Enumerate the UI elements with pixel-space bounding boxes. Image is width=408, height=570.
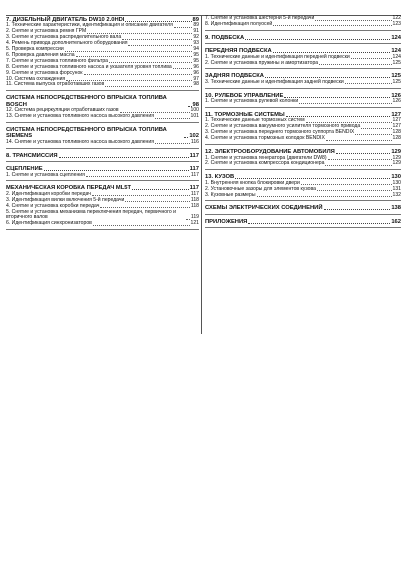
toc-heading-page: 102 — [189, 133, 199, 140]
toc-heading-page: 127 — [391, 112, 401, 119]
toc-entry-title: 5. Проверка компрессии — [6, 46, 64, 53]
toc-entry[interactable] — [205, 22, 401, 28]
toc-section — [205, 174, 401, 201]
dot-leader — [44, 170, 189, 171]
toc-heading[interactable] — [205, 205, 401, 211]
toc-section — [205, 16, 401, 31]
toc-entry-page: 97 — [193, 75, 199, 82]
toc-entry[interactable] — [6, 173, 199, 179]
toc-heading-page: 117 — [189, 152, 199, 159]
dot-leader — [336, 153, 390, 154]
toc-heading-title: 13. КУЗОВ — [205, 174, 235, 181]
toc-entry-page: 127 — [392, 117, 401, 124]
toc-entry-page: 94 — [193, 46, 199, 53]
dot-leader — [245, 39, 390, 40]
toc-entry-page: 128 — [392, 129, 401, 136]
toc-entry-title: 1. Технические характеристики, идентификация и описание двигателя — [6, 22, 173, 29]
toc-entry-title: 2. Снятие и установка вакуумного усилителя тормозного привода — [205, 123, 361, 130]
dot-leader — [273, 25, 391, 26]
toc-heading-title: ПРИЛОЖЕНИЯ — [205, 218, 248, 225]
toc-heading-title: 7. ДИЗЕЛЬНЫЙ ДВИГАТЕЛЬ DW10 2.0HDI — [6, 17, 125, 23]
toc-heading[interactable] — [6, 127, 199, 140]
toc-entry[interactable] — [6, 140, 199, 146]
toc-heading-title: 10. РУЛЕВОЕ УПРАВЛЕНИЕ — [205, 92, 284, 99]
toc-entry-title: 12. Система рециркуляции отработавших газов — [6, 107, 119, 114]
toc-heading[interactable] — [205, 219, 401, 225]
toc-heading-page: 162 — [391, 218, 401, 225]
toc-section — [205, 149, 401, 170]
toc-entry-title: 1. Снятие и установка сцепления — [6, 171, 85, 178]
toc-entry[interactable] — [205, 136, 401, 142]
toc-section — [205, 219, 401, 228]
toc-heading-title: МЕХАНИЧЕСКАЯ КОРОБКА ПЕРЕДАЧ ML5T — [6, 185, 132, 192]
toc-heading-page: 125 — [391, 73, 401, 80]
dot-leader — [128, 45, 192, 46]
toc-entry-page: 118 — [190, 196, 199, 203]
toc-entry-page: 116 — [190, 138, 199, 145]
toc-entry-title: 3. Кузовные размеры — [205, 191, 256, 198]
dot-leader — [125, 201, 189, 202]
toc-section — [205, 73, 401, 88]
toc-heading-title: СИСТЕМА НЕПОСРЕДСТВЕННОГО ВПРЫСКА ТОПЛИВА SIEMENS — [6, 127, 167, 140]
toc-heading-page: 126 — [391, 92, 401, 99]
toc-entry-page: 125 — [392, 78, 401, 85]
toc-entry-title: 2. Снятие и установка ремня ГРМ — [6, 28, 87, 35]
toc-heading-page: 117 — [189, 185, 199, 192]
toc-entry-title: 6. Идентификация синхронизаторов — [6, 220, 92, 227]
toc-entry[interactable] — [205, 161, 401, 167]
dot-leader — [84, 74, 193, 75]
toc-entry-page: 101 — [190, 113, 199, 120]
toc-entry-page: 95 — [193, 51, 199, 58]
dot-leader — [132, 189, 189, 190]
toc-entry-title: 13. Снятие и установка топливного насоса высокого давления — [6, 113, 154, 120]
toc-entry-title: 1. Технические данные и идентификация передней подвески — [205, 53, 350, 60]
toc-entry-title: 8. Идентификация полуосей — [205, 20, 273, 27]
toc-heading-title: ПЕРЕДНЯЯ ПОДВЕСКА — [205, 48, 272, 55]
dot-leader — [105, 86, 192, 87]
toc-entry-page: 95 — [193, 57, 199, 64]
toc-section — [205, 48, 401, 69]
toc-section — [205, 35, 401, 44]
dot-leader — [273, 52, 391, 53]
toc-heading-page: 129 — [391, 149, 401, 156]
toc-entry-title: 6. Проверка давления масла — [6, 51, 75, 58]
toc-entry-title: 1. Технические данные тормозных систем — [205, 117, 305, 124]
toc-heading-title: СИСТЕМА НЕПОСРЕДСТВЕННОГО ВПРЫСКА ТОПЛИВА BOSCH — [6, 95, 167, 108]
toc-heading-page: 138 — [391, 205, 401, 212]
toc-entry-title: 5. Снятие и установка механизма переключения передач, первичного и вторичного валов — [6, 208, 176, 221]
toc-heading-title: 8. ТРАНСМИССИЯ — [6, 152, 58, 159]
toc-entry-title: 1. Снятие и установка генератора (двигатели DW8) — [205, 154, 327, 161]
dot-leader — [351, 58, 392, 59]
dot-leader — [59, 157, 189, 158]
toc-heading[interactable] — [6, 153, 199, 159]
toc-entry-title: 2. Снятие и установка пружины и амортизатора — [205, 59, 319, 66]
toc-entry-title: 2. Снятие и установка компрессора кондиционера — [205, 160, 325, 167]
toc-entry-title: 14. Снятие и установка топливного насоса высокого давления — [6, 138, 154, 145]
toc-heading-page: 124 — [391, 48, 401, 55]
toc-heading-page: 124 — [391, 34, 401, 41]
toc-entry-page: 132 — [392, 191, 401, 198]
toc-entry-page: 98 — [193, 81, 199, 88]
toc-entry-page: 131 — [392, 185, 401, 192]
toc-heading[interactable] — [205, 35, 401, 41]
toc-entry-page: 124 — [392, 53, 401, 60]
dot-leader — [361, 128, 391, 129]
toc-left-column — [6, 16, 199, 234]
toc-entry-page: 119 — [190, 214, 199, 221]
toc-entry-title: 3. Снятие и установка переднего тормозного суппорта BENDIX — [205, 129, 355, 136]
dot-leader — [355, 134, 391, 135]
dot-leader — [155, 143, 190, 144]
toc-entry-page: 122 — [392, 15, 401, 21]
toc-section — [6, 166, 199, 181]
toc-entry[interactable] — [6, 221, 199, 227]
toc-heading-title: 11. ТОРМОЗНЫЕ СИСТЕМЫ — [205, 112, 285, 119]
toc-entry-page: 100 — [190, 107, 199, 114]
toc-entry-page: 121 — [190, 220, 199, 227]
toc-entry-page: 128 — [392, 135, 401, 142]
toc-section — [6, 127, 199, 149]
toc-entry-page: 91 — [193, 28, 199, 35]
dot-leader — [299, 103, 391, 104]
dot-leader — [186, 219, 190, 220]
toc-heading-page: 117 — [189, 166, 199, 173]
toc-heading-title: СХЕМЫ ЭЛЕКТРИЧЕСКИХ СОЕДИНЕНИЙ — [205, 205, 323, 212]
toc-entry-page: 96 — [193, 69, 199, 76]
dot-leader — [326, 140, 392, 141]
toc-entry-title: 9. Снятие и установка форсунок — [6, 69, 83, 76]
toc-entry-page: 127 — [392, 123, 401, 130]
toc-entry[interactable] — [6, 82, 199, 88]
dot-leader — [284, 97, 390, 98]
toc-entry-title: 3. Снятие и установка распределительного вала — [6, 34, 122, 41]
dot-leader — [248, 223, 390, 224]
toc-entry-page: 123 — [392, 20, 401, 27]
dot-leader — [174, 27, 192, 28]
toc-section — [205, 112, 401, 145]
toc-entry[interactable] — [205, 99, 401, 105]
toc-entry-title: 11. Система выпуска отработавших газов — [6, 81, 105, 88]
toc-entry-title: 4. Снятие и установка тормозных колодок BENDIX — [205, 135, 325, 142]
toc-entry[interactable] — [205, 193, 401, 199]
toc-entry-title: 7. Снятие и установка топливного фильтра — [6, 57, 108, 64]
toc-section — [6, 95, 199, 123]
toc-entry-title: 2. Установочные зазоры для элементов кузова — [205, 185, 316, 192]
dot-leader — [317, 190, 392, 191]
toc-entry-page: 130 — [392, 179, 401, 186]
toc-entry[interactable] — [205, 80, 401, 86]
toc-entry-title: 4. Ремень привода дополнительного оборудования — [6, 40, 128, 47]
toc-entry-title: 1. Внутренняя кнопка блокировки двери — [205, 179, 300, 186]
toc-right-column — [205, 16, 401, 232]
dot-leader — [235, 178, 390, 179]
toc-entry-page: 117 — [190, 171, 199, 178]
dot-leader — [324, 209, 391, 210]
dot-leader — [173, 68, 193, 69]
toc-entry-page: 118 — [190, 202, 199, 209]
toc-entry-page: 117 — [190, 190, 199, 197]
toc-entry-title: 1. Снятие и установка рулевой колонки — [205, 98, 299, 105]
dot-leader — [86, 176, 190, 177]
toc-entry-page: 125 — [392, 59, 401, 66]
toc-entry[interactable] — [6, 114, 199, 120]
toc-entry-title: 3. Технические данные и идентификация задней подвески — [205, 78, 344, 85]
toc-entry-title: 10. Система охлаждения — [6, 75, 66, 82]
toc-heading-title: ЗАДНЯЯ ПОДВЕСКА — [205, 73, 264, 80]
toc-heading-page: 98 — [192, 101, 199, 108]
toc-heading-page: 130 — [391, 174, 401, 181]
toc-entry-page: 89 — [193, 22, 199, 29]
toc-entry-page: 129 — [392, 160, 401, 167]
toc-entry-title: 7. Снятие и установка шестерни 5-й передачи — [205, 15, 315, 21]
toc-entry-page: 129 — [392, 154, 401, 161]
dot-leader — [325, 165, 391, 166]
toc-entry-title: 2. Идентификация коробки передач — [6, 190, 91, 197]
toc-entry-title: 4. Снятие и установка коробки передач — [6, 202, 100, 209]
toc-section — [6, 153, 199, 162]
toc-section — [6, 17, 199, 91]
dot-leader — [155, 118, 190, 119]
toc-entry-title: 8. Снятие и установка топливного насоса и указателя уровня топлива — [6, 63, 172, 70]
column-divider — [201, 16, 202, 334]
toc-entry-page: 92 — [193, 34, 199, 41]
dot-leader — [328, 159, 392, 160]
toc-section — [205, 93, 401, 108]
dot-leader — [315, 20, 391, 21]
toc-entry[interactable] — [205, 61, 401, 67]
dot-leader — [184, 137, 188, 138]
dot-leader — [93, 225, 190, 226]
dot-leader — [257, 196, 392, 197]
dot-leader — [345, 83, 392, 84]
toc-heading-title: 9. ПОДВЕСКА — [205, 34, 245, 41]
toc-entry-title: 3. Идентификация вилки включения 5-й передачи — [6, 196, 125, 203]
toc-entry-page: 126 — [392, 98, 401, 105]
dot-leader — [65, 51, 193, 52]
toc-section — [6, 185, 199, 230]
dot-leader — [122, 39, 192, 40]
toc-section — [205, 205, 401, 214]
dot-leader — [319, 64, 391, 65]
toc-entry-page: 96 — [193, 63, 199, 70]
toc-entry-page: 93 — [193, 40, 199, 47]
toc-heading-title: 12. ЭЛЕКТРООБОРУДОВАНИЕ АВТОМОБИЛЯ — [205, 149, 335, 156]
toc-heading-page: 89 — [192, 17, 199, 23]
toc-heading-title: СЦЕПЛЕНИЕ — [6, 166, 43, 173]
